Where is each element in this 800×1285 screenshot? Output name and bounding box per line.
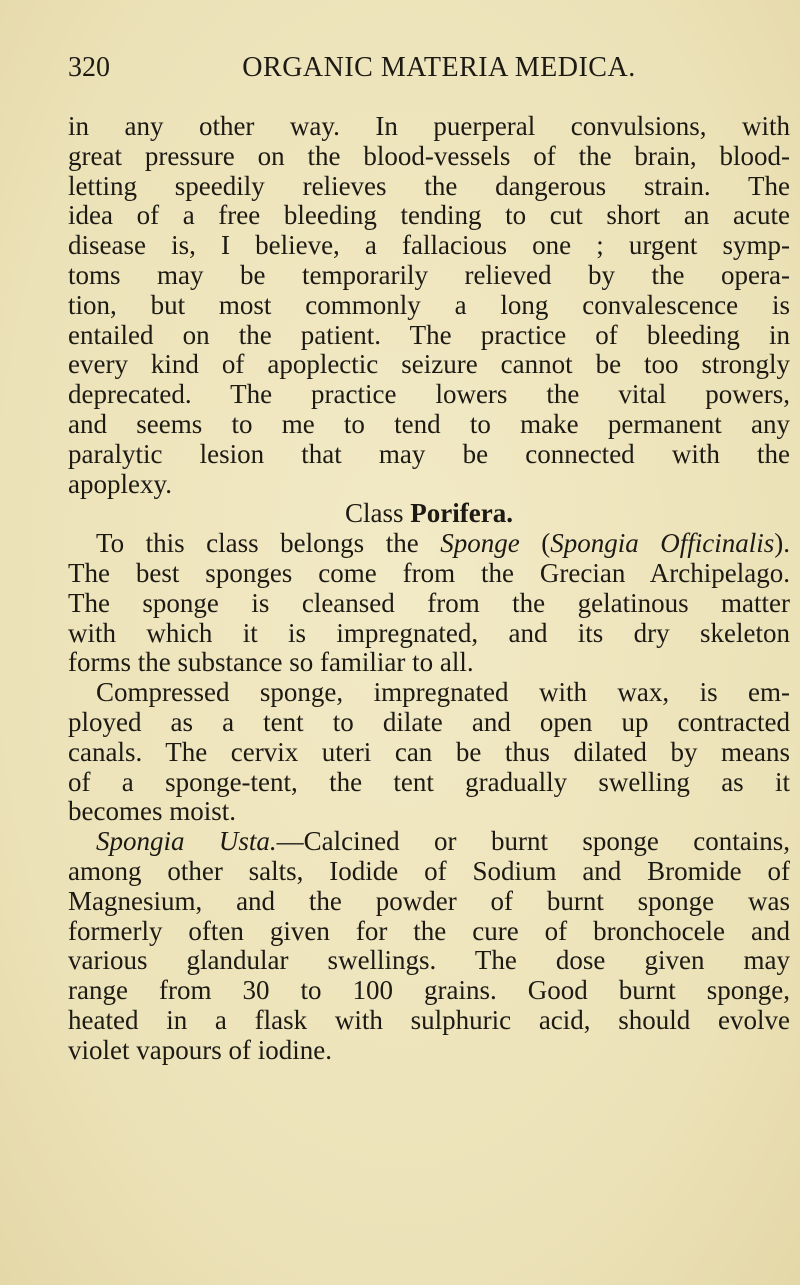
running-title: ORGANIC MATERIA MEDICA. bbox=[242, 52, 636, 83]
text-line: range from 30 to 100 grains. Good burnt sponge, bbox=[68, 975, 790, 1006]
paragraph-compressed-sponge bbox=[68, 678, 790, 827]
text-line: canals. The cervix uteri can be thus dilated by means bbox=[68, 736, 790, 767]
text-line: violet vapours of iodine. bbox=[68, 1034, 332, 1065]
text-line: ployed as a tent to dilate and open up contracted bbox=[68, 706, 790, 737]
page-body bbox=[68, 112, 790, 1066]
italic-term: Spongia Officinalis bbox=[550, 528, 775, 559]
text-line: deprecated. The practice lowers the vital powers, bbox=[68, 379, 790, 410]
text-line bbox=[68, 529, 790, 559]
text-line: with which it is impregnated, and its dry skeleton bbox=[68, 617, 790, 648]
text-line: letting speedily relieves the dangerous strain. The bbox=[68, 170, 790, 201]
page-number: 320 bbox=[68, 52, 110, 83]
text-line: entailed on the patient. The practice of bleeding in bbox=[68, 319, 790, 350]
text-span: ( bbox=[519, 528, 551, 559]
text-span: To this class belongs the bbox=[96, 528, 441, 559]
section-heading bbox=[68, 499, 790, 529]
text-line: tion, but most commonly a long convalescence is bbox=[68, 289, 790, 320]
heading-prefix: Class bbox=[345, 498, 411, 529]
text-line: The best sponges come from the Grecian Archipelago. bbox=[68, 557, 790, 588]
text-span: —Calcined or burnt sponge contains, bbox=[276, 826, 790, 857]
text-line: paralytic lesion that may be connected with the bbox=[68, 438, 790, 469]
paragraph-sponge bbox=[68, 529, 790, 678]
text-line: great pressure on the blood-vessels of the brain, blood- bbox=[68, 140, 790, 171]
text-line bbox=[68, 827, 790, 857]
text-line: idea of a free bleeding tending to cut short an acute bbox=[68, 200, 790, 231]
text-line: becomes moist. bbox=[68, 796, 236, 827]
text-line: formerly often given for the cure of bronchocele and bbox=[68, 915, 790, 946]
heading-name: Porifera. bbox=[410, 498, 513, 529]
text-line: heated in a flask with sulphuric acid, should evolve bbox=[68, 1004, 790, 1035]
page-header bbox=[68, 52, 790, 88]
text-line: toms may be temporarily relieved by the opera- bbox=[68, 259, 790, 290]
paragraph-spongia-usta bbox=[68, 827, 790, 1065]
text-line: every kind of apoplectic seizure cannot be too strongly bbox=[68, 349, 790, 380]
text-line: apoplexy. bbox=[68, 468, 172, 499]
italic-term: Spongia Usta. bbox=[96, 826, 277, 857]
text-line: among other salts, Iodide of Sodium and Bromide of bbox=[68, 855, 790, 886]
text-span: ). bbox=[774, 528, 790, 559]
text-line: of a sponge-tent, the tent gradually swelling as it bbox=[68, 766, 790, 797]
text-line: various glandular swellings. The dose given may bbox=[68, 945, 790, 976]
text-line: forms the substance so familiar to all. bbox=[68, 647, 474, 678]
italic-term: Sponge bbox=[440, 528, 520, 559]
text-line: disease is, I believe, a fallacious one ; urgent symp- bbox=[68, 230, 790, 261]
text-line: and seems to me to tend to make permanent any bbox=[68, 408, 790, 439]
text-line: Compressed sponge, impregnated with wax, is em- bbox=[96, 677, 790, 708]
text-line: The sponge is cleansed from the gelatinous matter bbox=[68, 587, 790, 618]
text-line: in any other way. In puerperal convulsions, with bbox=[68, 111, 790, 141]
paragraph-bleeding bbox=[68, 112, 790, 499]
text-line: Magnesium, and the powder of burnt sponge was bbox=[68, 885, 790, 916]
